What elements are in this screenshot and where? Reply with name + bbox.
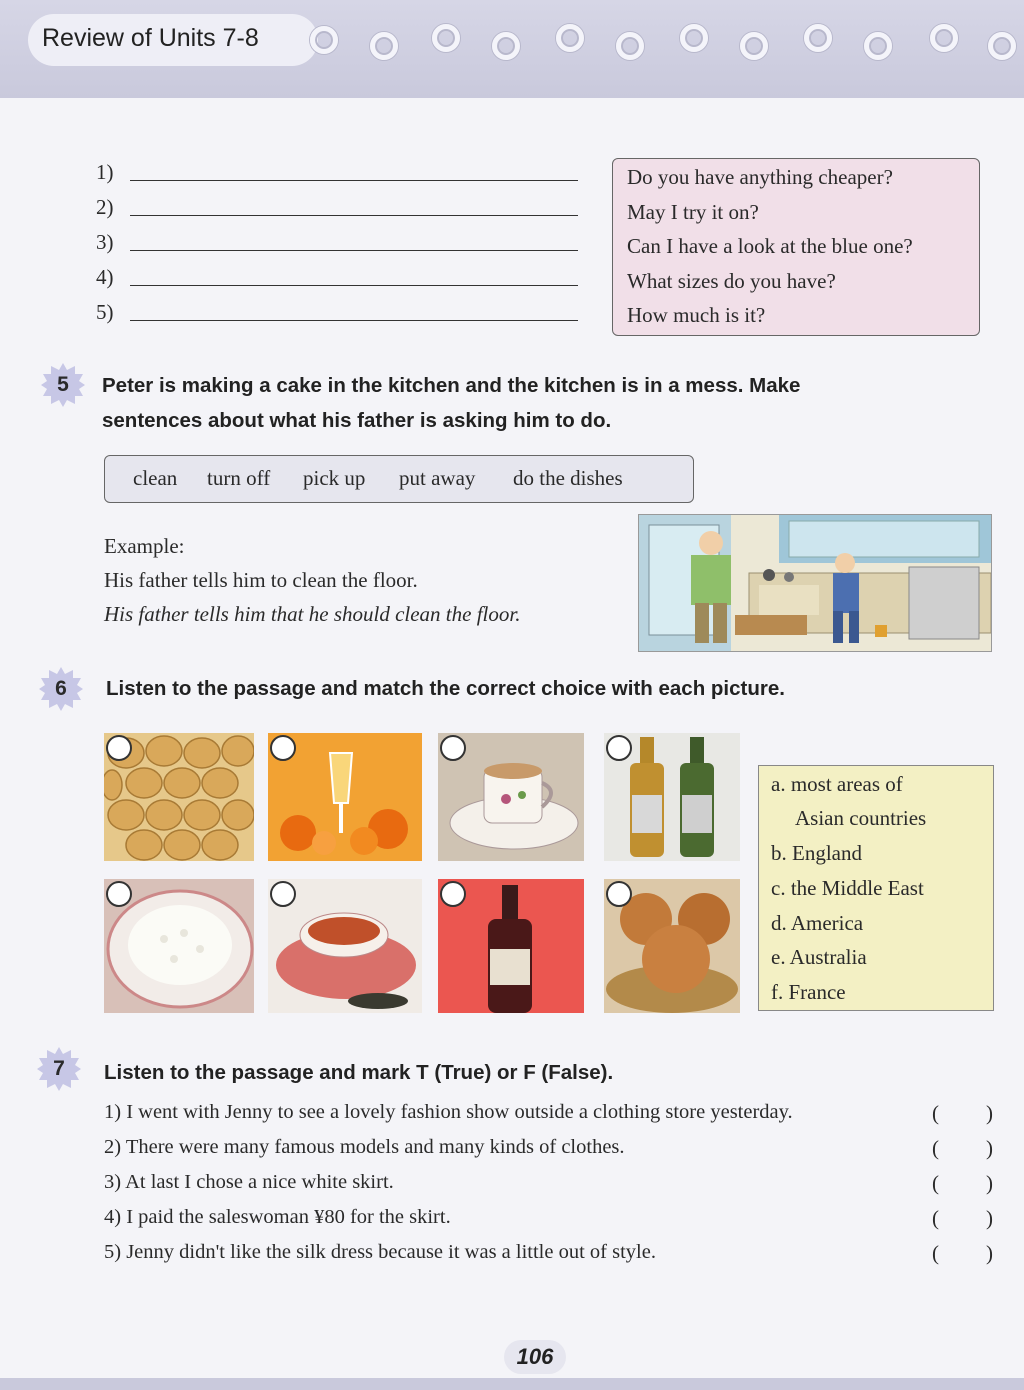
answer-paren-close-1: )	[986, 1101, 993, 1125]
wine-bottle-picture	[438, 879, 584, 1013]
example-label: Example:	[104, 534, 185, 558]
page-title: Review of Units 7-8	[42, 24, 259, 52]
answer-paren-close-2: )	[986, 1136, 993, 1160]
decorative-rings	[308, 22, 1024, 68]
answer-line-3[interactable]	[130, 250, 578, 251]
choice-f: f. France	[771, 980, 846, 1004]
statement-3: 3) At last I chose a nice white skirt.	[104, 1171, 394, 1193]
rice-picture	[104, 879, 254, 1013]
answer-circle[interactable]	[270, 735, 296, 761]
section-5-badge: 5	[40, 362, 86, 408]
word-box	[104, 455, 694, 503]
answer-line-4[interactable]	[130, 285, 578, 286]
orange-juice-picture	[268, 733, 422, 861]
example-sentence-2: His father tells him that he should clean the floor.	[104, 602, 521, 626]
choice-box	[758, 765, 994, 1011]
answer-line-2[interactable]	[130, 215, 578, 216]
answer-paren-open-5: (	[932, 1241, 939, 1265]
answer-paren-close-3: )	[986, 1171, 993, 1195]
blank-number-1: 1)	[96, 160, 114, 184]
coffee-cup-picture	[438, 733, 584, 861]
beer-bottles-picture	[604, 733, 740, 861]
answer-circle[interactable]	[606, 881, 632, 907]
word-item: pick up	[303, 466, 366, 490]
answer-paren-open-4: (	[932, 1206, 939, 1230]
answer-line-1[interactable]	[130, 180, 578, 181]
blank-number-3: 3)	[96, 230, 114, 254]
word-item: turn off	[207, 466, 271, 490]
answer-circle[interactable]	[606, 735, 632, 761]
section-6-instruction: Listen to the passage and match the correct choice with each picture.	[106, 677, 785, 700]
answer-circle[interactable]	[106, 881, 132, 907]
choice-a-continued: Asian countries	[795, 806, 927, 830]
section-5-instruction-line-1: Peter is making a cake in the kitchen and the kitchen is in a mess. Make	[102, 374, 801, 397]
answer-paren-close-5: )	[986, 1241, 993, 1265]
answer-circle[interactable]	[270, 881, 296, 907]
phrase-item: Can I have a look at the blue one?	[627, 234, 913, 258]
section-5-instruction-line-2: sentences about what his father is asking him to do.	[102, 409, 612, 432]
phrase-item: How much is it?	[627, 303, 766, 327]
choice-a: a. most areas of	[771, 772, 903, 796]
answer-paren-open-2: (	[932, 1136, 939, 1160]
page-footer-bar	[0, 1378, 1024, 1390]
phrase-item: May I try it on?	[627, 200, 759, 224]
statement-2: 2) There were many famous models and many kinds of clothes.	[104, 1136, 625, 1158]
section-7-badge: 7	[36, 1046, 82, 1092]
potatoes-picture	[104, 733, 254, 861]
statement-4: 4) I paid the saleswoman ¥80 for the skirt.	[104, 1206, 451, 1228]
answer-circle[interactable]	[440, 881, 466, 907]
bread-rolls-picture	[604, 879, 740, 1013]
answer-circle[interactable]	[440, 735, 466, 761]
answer-paren-close-4: )	[986, 1206, 993, 1230]
section-6-badge: 6	[38, 666, 84, 712]
blank-number-4: 4)	[96, 265, 114, 289]
choice-c: c. the Middle East	[771, 876, 924, 900]
choice-b: b. England	[771, 841, 862, 865]
blank-number-2: 2)	[96, 195, 114, 219]
answer-circle[interactable]	[106, 735, 132, 761]
blank-number-5: 5)	[96, 300, 114, 324]
word-item: put away	[399, 466, 476, 490]
choice-e: e. Australia	[771, 945, 867, 969]
tea-cup-picture	[268, 879, 422, 1013]
page-number: 106	[504, 1340, 566, 1374]
choice-d: d. America	[771, 911, 864, 935]
phrase-item: Do you have anything cheaper?	[627, 165, 893, 189]
answer-line-5[interactable]	[130, 320, 578, 321]
section-7-instruction: Listen to the passage and mark T (True) or F (False).	[104, 1061, 614, 1084]
answer-paren-open-1: (	[932, 1101, 939, 1125]
answer-paren-open-3: (	[932, 1171, 939, 1195]
example-sentence-1: His father tells him to clean the floor.	[104, 568, 418, 592]
phrase-item: What sizes do you have?	[627, 269, 836, 293]
statement-5: 5) Jenny didn't like the silk dress because it was a little out of style.	[104, 1241, 656, 1263]
statement-1: 1) I went with Jenny to see a lovely fashion show outside a clothing store yesterday.	[104, 1101, 793, 1123]
word-item: clean	[133, 466, 178, 490]
word-item: do the dishes	[513, 466, 623, 490]
kitchen-mess-illustration	[638, 514, 992, 652]
phrase-box	[612, 158, 980, 336]
page-header	[0, 0, 1024, 98]
